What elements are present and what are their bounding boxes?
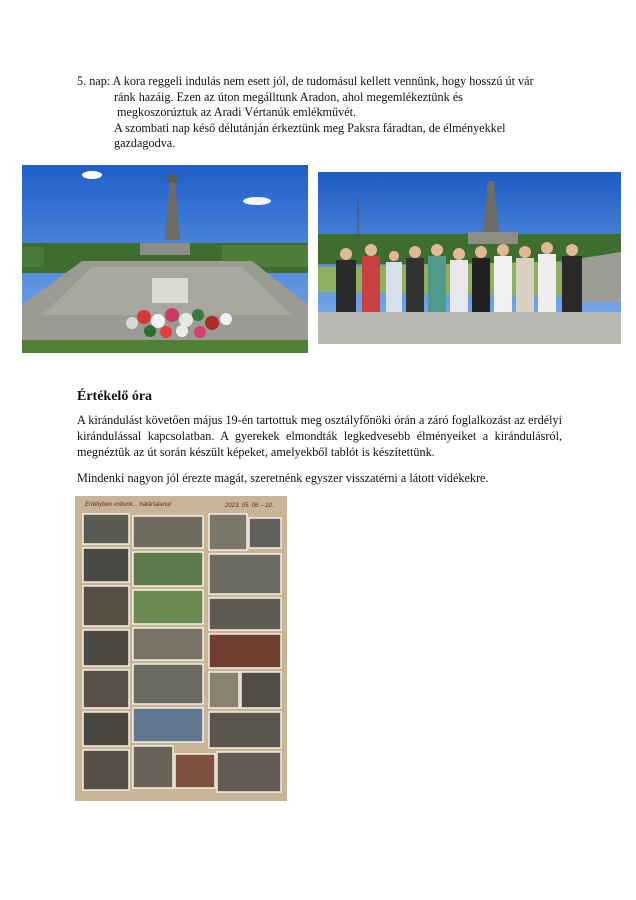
evaluation-paragraph: A kirándulást követően május 19-én tartottuk meg osztályfőnöki órán a záró foglalkozást az erdélyi kirándulással kapcsolatban. A gyerekek elmondták legkedvesebb élményeiket a kirándulásról, megnéztük az út során készült képeket, amelyekből tablót is készítettünk. bbox=[77, 413, 562, 459]
group-photo bbox=[318, 172, 621, 344]
day5-line-4: A szombati nap késő délutánján érkeztünk meg Paksra fáradtan, de élményekkel bbox=[114, 120, 506, 135]
section-heading: Értékelő óra bbox=[77, 389, 153, 404]
group-photo-image bbox=[318, 172, 621, 344]
day5-line-5: gazdagodva. bbox=[114, 136, 176, 150]
students bbox=[336, 242, 582, 312]
day5-line-1: 5. nap: A kora reggeli indulás nem esett jól, de tudomásul kellett vennünk, hogy hosszú út vár bbox=[77, 74, 534, 88]
board-date: 2023. 05. 06 – 10. bbox=[225, 503, 274, 509]
monument-photo bbox=[22, 165, 308, 353]
day5-text bbox=[77, 74, 577, 152]
day5-line-3: megkoszorúztuk az Aradi Vértanúk emlékművét. bbox=[117, 105, 357, 119]
monument-photo-image bbox=[22, 165, 308, 353]
photo-collage-board bbox=[75, 496, 287, 801]
collage-photos bbox=[75, 496, 287, 801]
closing-paragraph: Mindenki nagyon jól érezte magát, szeretnénk egyszer visszatérni a látott vidékekre. bbox=[77, 471, 489, 485]
board-title: Erdélyben voltunk... határtalanul bbox=[85, 502, 171, 508]
day5-line-2: ránk hazáig. Ezen az úton megálltunk Aradon, ahol megemlékeztünk és bbox=[114, 89, 463, 104]
